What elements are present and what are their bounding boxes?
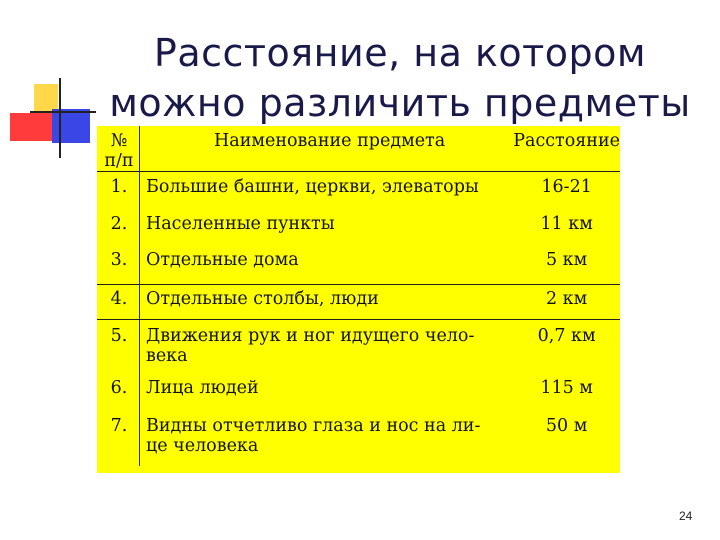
row-distance: 11 км bbox=[540, 214, 593, 234]
header-num bbox=[97, 126, 139, 172]
table-row bbox=[97, 320, 620, 379]
table-row bbox=[97, 214, 620, 250]
header-num-label: п/п bbox=[104, 151, 134, 171]
distance-table bbox=[97, 126, 620, 466]
row-name: Большие башни, церкви, элеваторы bbox=[145, 177, 479, 197]
row-num: 5. bbox=[97, 320, 139, 379]
row-num: 2. bbox=[97, 214, 139, 250]
table-header-row bbox=[97, 126, 620, 172]
table-row bbox=[97, 378, 620, 416]
row-distance: 115 м bbox=[540, 378, 593, 398]
row-num: 4. bbox=[97, 285, 139, 320]
title-line-1: Расстояние, на котором bbox=[153, 31, 647, 75]
table-row bbox=[97, 172, 620, 215]
row-num: 1. bbox=[97, 172, 139, 215]
table-row bbox=[97, 285, 620, 320]
table-row bbox=[97, 416, 620, 466]
row-distance: 16-21 bbox=[541, 177, 592, 197]
row-distance: 2 км bbox=[513, 285, 620, 320]
row-name: Видны отчетливо глаза и нос на ли-це человека bbox=[145, 416, 481, 456]
page-number: 24 bbox=[679, 509, 693, 523]
row-distance: 0,7 км bbox=[537, 326, 596, 346]
row-distance: 5 км bbox=[513, 250, 620, 285]
row-name: Лица людей bbox=[145, 378, 259, 398]
blue-square bbox=[52, 109, 90, 143]
distance-table-container bbox=[97, 126, 620, 473]
row-num: 7. bbox=[97, 416, 139, 466]
slide-title bbox=[100, 28, 700, 128]
table-row bbox=[97, 250, 620, 285]
header-distance: Расстояние bbox=[513, 126, 620, 172]
row-name: Движения рук и ног идущего чело-века bbox=[145, 326, 475, 366]
row-name: Отдельные дома bbox=[139, 250, 513, 285]
row-distance: 50 м bbox=[545, 416, 588, 436]
header-name: Наименование предмета bbox=[139, 126, 513, 172]
header-num-symbol: № bbox=[110, 131, 128, 151]
corner-decoration bbox=[0, 0, 100, 170]
title-line-2: можно различить предметы bbox=[109, 81, 691, 125]
row-num: 6. bbox=[97, 378, 139, 416]
row-name: Отдельные столбы, люди bbox=[139, 285, 513, 320]
red-rect bbox=[10, 113, 54, 141]
row-name: Населенные пункты bbox=[145, 214, 335, 234]
row-num: 3. bbox=[97, 250, 139, 285]
